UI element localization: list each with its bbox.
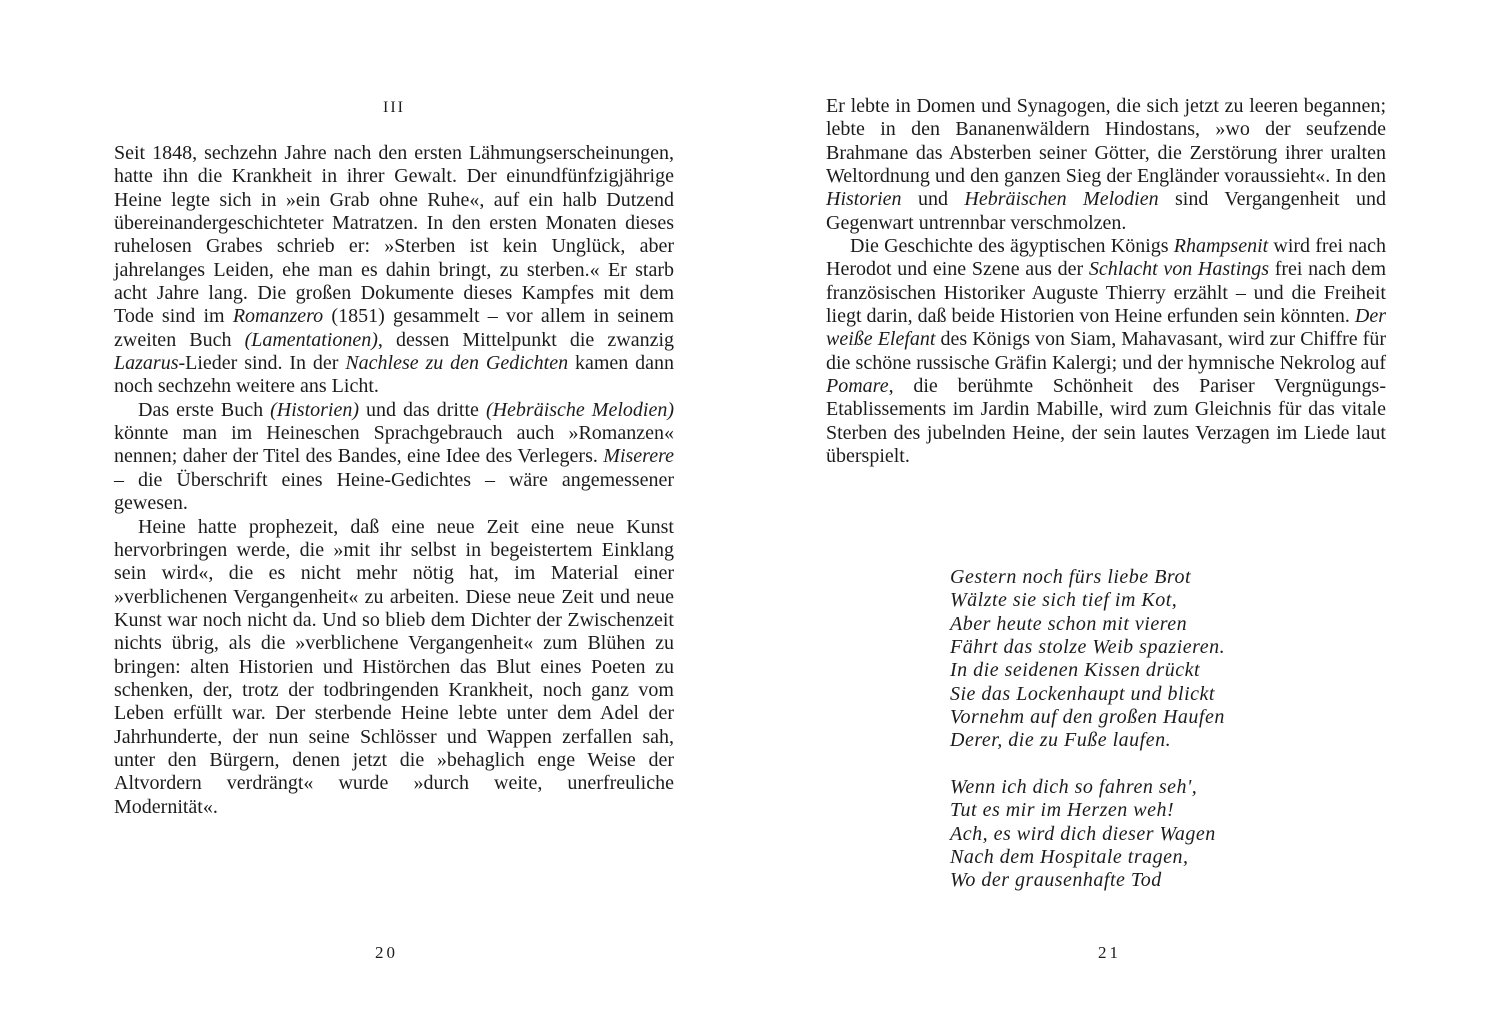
italic-text: Miserere: [603, 445, 674, 468]
italic-text: Pomare: [826, 375, 889, 398]
right-page: [750, 0, 1500, 1025]
text-run: und das dritte: [359, 398, 486, 421]
text-run: , die berühmte Schönheit des Pariser Vergnügungs-Etablissements im Jardin Mabille, wird zum Gleichnis für das vitale Sterben des jubelnden Heine, der sein lautes Verzagen im Liede laut überspielt.: [826, 375, 1386, 468]
page-number: 20: [375, 943, 398, 962]
italic-text: Schlacht von Hastings: [1088, 258, 1270, 281]
italic-text: Der weiße Elefant: [826, 305, 1386, 351]
poem-line: Ach, es wird dich dieser Wagen: [950, 822, 1216, 845]
poem-line: Nach dem Hospitale tragen,: [950, 846, 1189, 869]
text-run: könnte man im Heineschen Sprachgebrauch auch »Romanzen« nennen; daher der Titel des Bandes, eine Idee des Verlegers.: [114, 422, 674, 468]
poem-line: In die seidenen Kissen drückt: [950, 659, 1200, 682]
paragraph: [826, 95, 1386, 235]
italic-text: (Hebräische Melodien): [485, 398, 674, 421]
poem-line: Gestern noch fürs liebe Brot: [950, 566, 1192, 588]
text-run: des Königs von Siam, Mahavasant, wird zur Chiffre für die schöne russische Gräfin Kalergi; und der hymnische Nekrolog auf: [826, 328, 1386, 374]
italic-text: (Lamentationen): [244, 328, 378, 351]
paragraph: [114, 399, 674, 516]
paragraph: [114, 516, 674, 819]
page-number: 21: [1098, 943, 1121, 962]
poem-line: Wälzte sie sich tief im Kot,: [950, 589, 1178, 612]
poem-line: Aber heute schon mit vieren: [950, 612, 1188, 635]
italic-text: (Historien): [270, 398, 360, 421]
text-run: sind Vergangenheit und Gegenwart untrennbar verschmolzen.: [826, 188, 1386, 234]
italic-text: Rhampsenit: [1173, 235, 1269, 258]
text-run: und: [901, 188, 965, 211]
text-run: , dessen Mittelpunkt die zwanzig: [377, 328, 675, 351]
poem-line: Sie das Lockenhaupt und blickt: [950, 682, 1215, 705]
text-run: wird frei nach Herodot und eine Szene aus der: [826, 235, 1386, 281]
text-run: Die Geschichte des ägyptischen Königs: [850, 235, 1174, 258]
chapter-number: III: [383, 99, 405, 116]
text-run: Heine hatte prophezeit, daß eine neue Zeit eine neue Kunst hervorbringen werde, die »mit ihr selbst in begeistertem Einklang sein wird«, die es nicht mehr nötig hat, im Material einer »verblichenen Vergangenheit« zu arbeiten. Diese neue Zeit und neue Kunst war noch nicht da. Und so blieb dem Dichter der Zwischenzeit nichts übrig, als die »verblichene Vergangenheit« zum Blühen zu bringen: alten Historien und Histörchen das Blut eines Poeten zu schenken, der, trotz der todbringenden Krankheit, noch ganz vom Leben erfüllt war. Der sterbende Heine lebte unter dem Adel der Jahrhunderte, der nun seine Schlösser und Wappen zerfallen sah, unter den Bürgern, denen jetzt die »behaglich enge Weise der Altvordern verdrängt« wurde »durch weite, unerfreuliche Modernität«.: [114, 515, 674, 818]
poem-line: Wo der grausenhafte Tod: [950, 869, 1162, 892]
italic-text: Hebräischen Melodien: [964, 188, 1159, 211]
italic-text: Nachlese zu den Gedichten: [345, 352, 569, 375]
text-run: Er lebte in Domen und Synagogen, die sich jetzt zu leeren begannen; lebte in den Bananenwäldern Hindostans, »wo der seufzende Brahmane das Absterben seiner Götter, die Zerstörung ihrer uralten Weltordnung und den ganzen Sieg der Engländer voraussieht«. In den: [826, 95, 1386, 188]
poem-line: Tut es mir im Herzen weh!: [950, 799, 1175, 822]
italic-text: Romanzero: [232, 305, 324, 328]
right-text-column: [826, 95, 1386, 469]
left-text-column: [114, 142, 674, 819]
text-run: -Lieder sind. In der: [178, 352, 346, 375]
poem-line: Fährt das stolze Weib spazieren.: [950, 636, 1226, 659]
poem-line: Wenn ich dich so fahren seh',: [950, 776, 1198, 798]
text-run: Seit 1848, sechzehn Jahre nach den ersten Lähmungserscheinungen, hatte ihn die Krankheit in ihrer Gewalt. Der einundfünfzigjährige Heine legte sich in »ein Grab ohne Ruhe«, auf ein halb Dutzend übereinandergeschichteter Matratzen. In den ersten Monaten dieses ruhelosen Grabes schrieb er: »Sterben ist kein Unglück, aber jahrelanges Leiden, ehe man es dahin bringt, zu sterben.« Er starb acht Jahre lang. Die großen Dokumente dieses Kampfes mit dem Tode sind im: [114, 142, 674, 328]
text-run: kamen dann noch sechzehn weitere ans Licht.: [114, 352, 674, 398]
text-run: – die Überschrift eines Heine-Gedichtes – wäre angemessener gewesen.: [114, 468, 674, 515]
text-run: frei nach dem französischen Historiker Auguste Thierry erzählt – und die Freiheit liegt darin, daß beide Historien von Heine erfunden sein könnten.: [826, 258, 1386, 328]
italic-text: Lazarus: [114, 352, 179, 375]
text-run: (1851) gesammelt – vor allem in seinem zweiten Buch: [114, 305, 674, 351]
italic-text: Historien: [826, 188, 902, 211]
paragraph: [114, 142, 674, 399]
poem-stanza: [950, 566, 1225, 753]
poem-stanza: [950, 776, 1216, 893]
text-run: Das erste Buch: [138, 398, 271, 421]
poem-line: Vornehm auf den großen Haufen: [950, 706, 1225, 729]
poem-line: Derer, die zu Fuße laufen.: [950, 729, 1172, 752]
paragraph: [826, 235, 1386, 468]
